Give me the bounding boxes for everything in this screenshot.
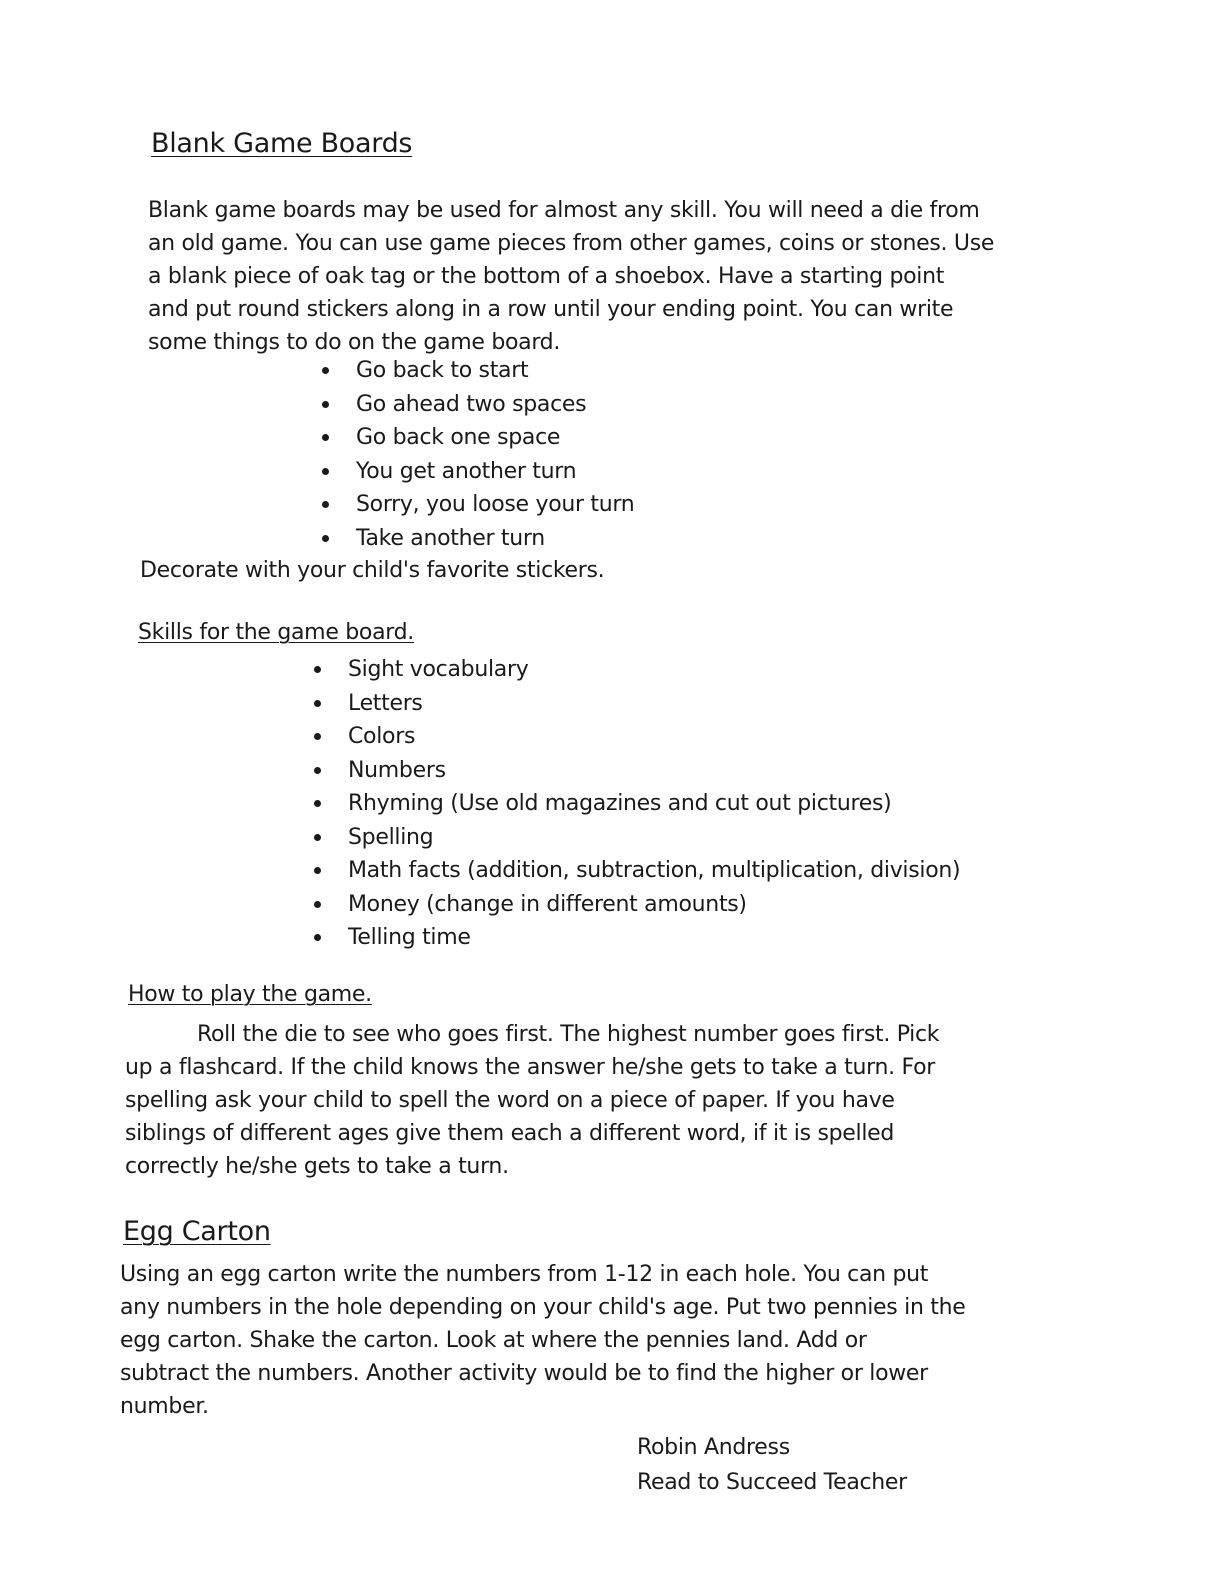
how-to-play-paragraph xyxy=(125,1018,1025,1183)
paragraph-line xyxy=(125,1018,1025,1051)
list-item xyxy=(314,720,960,754)
section-title-blank-game-boards: Blank Game Boards xyxy=(151,128,413,159)
bullet-icon xyxy=(314,934,321,941)
list-item xyxy=(322,421,634,455)
list-item xyxy=(314,888,960,922)
list-item-text: Spelling xyxy=(348,824,434,850)
list-item xyxy=(322,455,634,489)
section-title-how-to-play: How to play the game. xyxy=(128,982,372,1007)
intro-line: some things to do on the game board. xyxy=(148,330,561,355)
intro-line: an old game. You can use game pieces from other games, coins or stones. Use xyxy=(148,231,995,256)
list-item xyxy=(322,354,634,388)
board-actions-list xyxy=(322,354,634,555)
paragraph-line: number. xyxy=(120,1394,209,1419)
bullet-icon xyxy=(314,901,321,908)
list-item-text: Money (change in different amounts) xyxy=(348,891,747,917)
bullet-icon xyxy=(314,733,321,740)
bullet-icon xyxy=(314,800,321,807)
author-role: Read to Succeed Teacher xyxy=(637,1470,907,1495)
bullet-icon xyxy=(322,401,329,408)
paragraph-line: Using an egg carton write the numbers from 1-12 in each hole. You can put xyxy=(120,1262,929,1287)
intro-line: and put round stickers along in a row until your ending point. You can write xyxy=(148,297,954,322)
list-item xyxy=(314,754,960,788)
author-name: Robin Andress xyxy=(637,1435,790,1460)
bullet-icon xyxy=(322,367,329,374)
paragraph-line: up a flashcard. If the child knows the answer he/she gets to take a turn. For xyxy=(125,1055,935,1080)
signature-block xyxy=(637,1430,907,1500)
list-item xyxy=(322,388,634,422)
list-item xyxy=(322,488,634,522)
list-item xyxy=(314,653,960,687)
list-item-text: Sorry, you loose your turn xyxy=(356,492,635,517)
list-item xyxy=(314,921,960,955)
list-item-text: Take another turn xyxy=(356,525,545,551)
paragraph-line: correctly he/she gets to take a turn. xyxy=(125,1154,509,1179)
list-item-text: Letters xyxy=(348,690,423,716)
list-item-text: Go back to start xyxy=(356,358,529,383)
paragraph-line: spelling ask your child to spell the word on a piece of paper. If you have xyxy=(125,1088,895,1113)
bullet-icon xyxy=(314,700,321,707)
egg-carton-paragraph xyxy=(120,1258,1020,1423)
section-title-egg-carton: Egg Carton xyxy=(123,1216,271,1247)
list-item xyxy=(314,854,960,888)
list-item xyxy=(322,522,634,556)
list-item-text: Go back one space xyxy=(356,425,561,450)
bullet-icon xyxy=(322,501,329,508)
bullet-icon xyxy=(322,468,329,475)
list-item-text: Telling time xyxy=(348,925,471,950)
bullet-icon xyxy=(314,666,321,673)
bullet-icon xyxy=(322,535,329,542)
intro-line: a blank piece of oak tag or the bottom of a shoebox. Have a starting point xyxy=(148,264,945,289)
paragraph-line-text: Roll the die to see who goes first. The highest number goes first. Pick xyxy=(197,1022,940,1047)
list-item-text: Go ahead two spaces xyxy=(356,391,587,417)
paragraph-line: any numbers in the hole depending on your child's age. Put two pennies in the xyxy=(120,1295,966,1320)
list-item-text: Colors xyxy=(348,724,416,749)
bullet-icon xyxy=(314,867,321,874)
paragraph-line: subtract the numbers. Another activity would be to find the higher or lower xyxy=(120,1361,928,1386)
list-item-text: You get another turn xyxy=(356,458,577,484)
intro-line: Blank game boards may be used for almost any skill. You will need a die from xyxy=(148,198,980,223)
bullet-icon xyxy=(314,834,321,841)
list-item xyxy=(314,687,960,721)
paragraph-line: egg carton. Shake the carton. Look at where the pennies land. Add or xyxy=(120,1328,867,1353)
skills-list xyxy=(314,653,960,955)
section-title-skills: Skills for the game board. xyxy=(138,620,414,645)
list-item-text: Numbers xyxy=(348,757,446,783)
bullet-icon xyxy=(314,767,321,774)
paragraph-line: siblings of different ages give them each a different word, if it is spelled xyxy=(125,1121,895,1146)
list-item-text: Rhyming (Use old magazines and cut out pictures) xyxy=(348,791,892,816)
blank-game-boards-intro xyxy=(148,194,1028,359)
bullet-icon xyxy=(322,434,329,441)
list-item xyxy=(314,821,960,855)
list-item-text: Math facts (addition, subtraction, multiplication, division) xyxy=(348,858,961,883)
decorate-note: Decorate with your child's favorite stickers. xyxy=(140,558,605,583)
list-item xyxy=(314,787,960,821)
list-item-text: Sight vocabulary xyxy=(348,657,529,682)
